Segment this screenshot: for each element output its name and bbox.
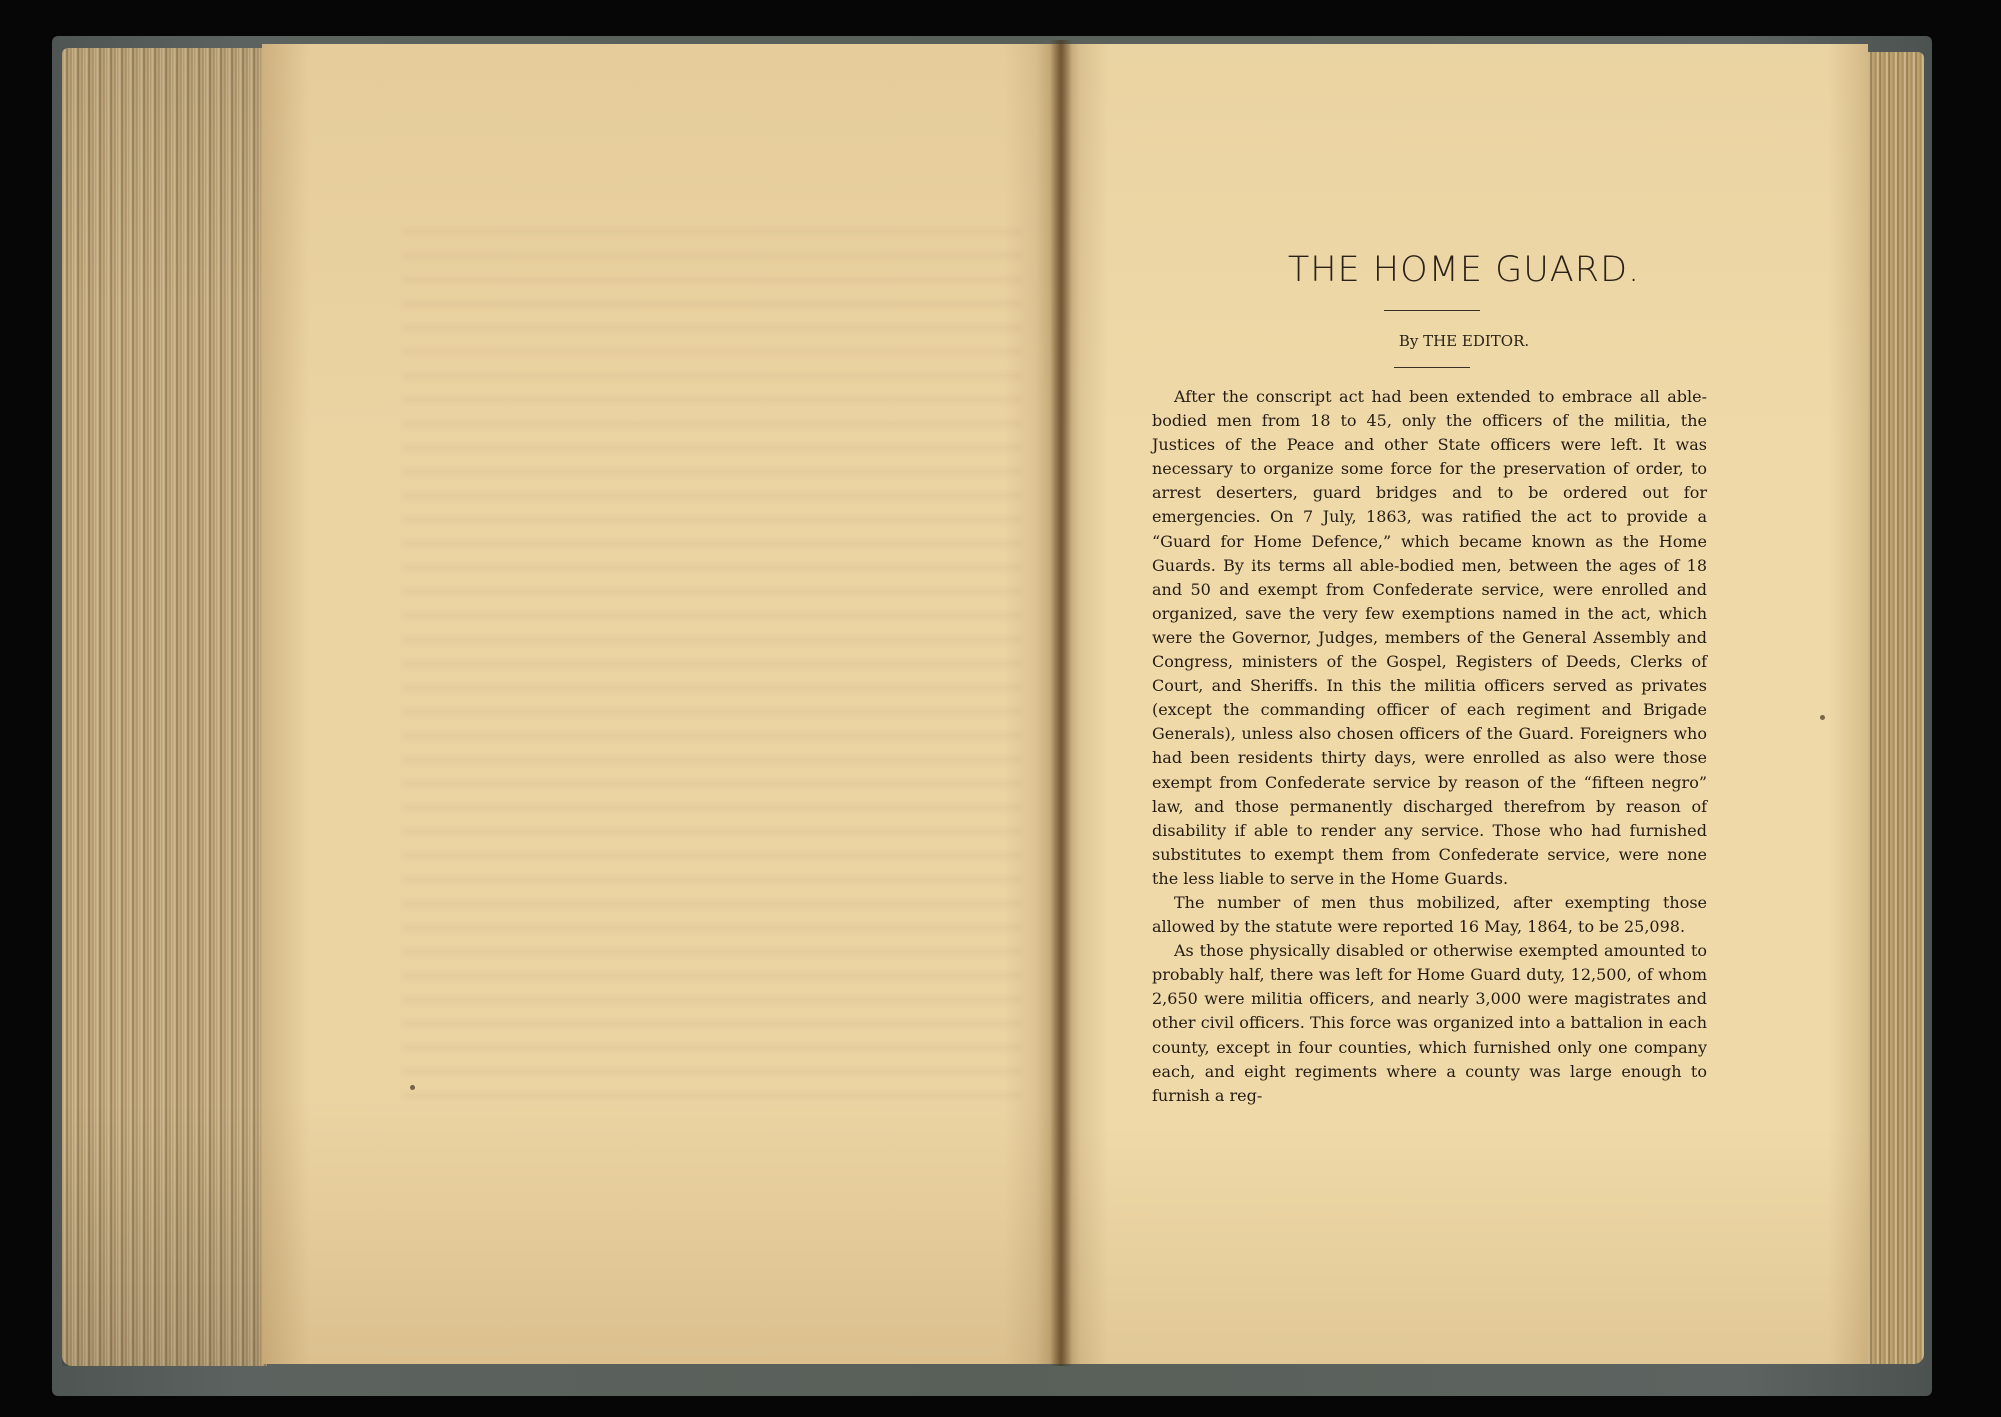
paper-spot (410, 1085, 415, 1090)
byline-rule (1394, 367, 1470, 368)
paragraph: As those physically disabled or otherwise exempted amounted to probably half, there was left for Home Guard duty, 12,500, of whom 2,650 were militia officers, and nearly 3,000 were magistrates and other civil officers. This force was organized into a battalion in each county, except in four counties, which furnished only one company each, and eight regiments where a county was large enough to furnish a reg- (1152, 941, 1707, 1105)
left-page (262, 44, 1060, 1364)
paragraph: After the conscript act had been extended to embrace all able-bodied men from 18 to 45, only the officers of the militia, the Justices of the Peace and other State officers were left. It was necessary to organize some force for the preservation of order, to arrest deserters, guard bridges and to be ordered out for emergencies. On 7 July, 1863, was ratified the act to provide a “Guard for Home Defence,” which became known as the Home Guards. By its terms all able-bodied men, between the ages of 18 and 50 and exempt from Confederate service, were enrolled and organized, save the very few exemptions named in the act, which were the Governor, Judges, members of the General Assembly and Congress, ministers of the Gospel, Registers of Deeds, Clerks of Court, and Sheriffs. In this the militia officers served as privates (except the commanding officer of each regiment and Brigade Generals), unless also chosen officers of the Guard. Foreigners who had been residents thirty days, were enrolled as also were those exempt from Confederate service by reason of the “fifteen negro” law, and those permanently discharged therefrom by reason of disability if able to render any service. Those who had furnished substitutes to exempt them from Confederate service, were none the less liable to serve in the Home Guards. (1152, 387, 1707, 888)
right-page-edges (1864, 52, 1924, 1364)
paragraph: The number of men thus mobilized, after exempting those allowed by the statute were reported 16 May, 1864, to be 25,098. (1152, 892, 1707, 937)
show-through-text (402, 214, 1022, 1114)
article-title: THE HOME GUARD. (1287, 250, 1641, 290)
paper-spot (1820, 715, 1825, 720)
article-byline: By THE EDITOR. (1398, 332, 1530, 350)
left-page-edges (62, 48, 267, 1366)
article-body (1152, 385, 1707, 1108)
title-rule (1384, 310, 1480, 311)
book-gutter (1050, 40, 1072, 1366)
